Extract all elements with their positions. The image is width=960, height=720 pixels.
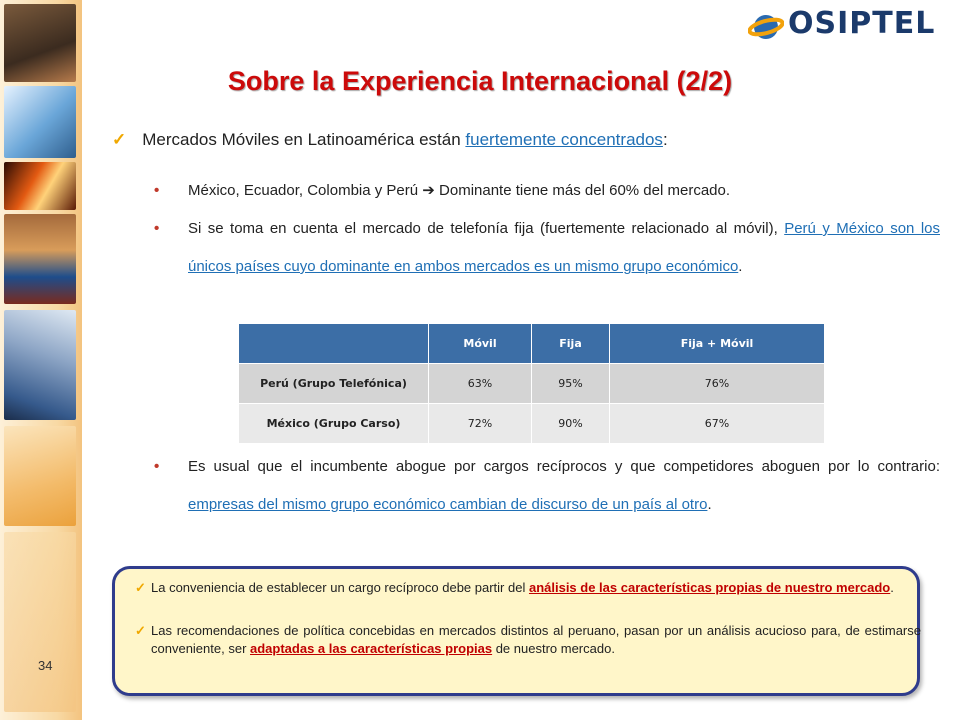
callout-item (135, 622, 921, 658)
conclusion-callout (112, 566, 920, 696)
table-row-label: Perú (Grupo Telefónica) (239, 364, 429, 404)
photo-fiber-optics-tile (4, 162, 76, 210)
osiptel-logo (748, 4, 948, 48)
callout-emphasis: análisis de las características propias de nuestro mercado (528, 580, 891, 595)
decorative-gradient-tile (4, 532, 76, 712)
bullet-text: Es usual que el incumbente abogue por cargos recíprocos y que competidores aboguen por lo contrario: (188, 458, 940, 475)
bullet-text: . (738, 258, 743, 275)
main-point-link[interactable]: fuertemente concentrados (465, 130, 663, 149)
callout-item (135, 579, 921, 597)
table-header-row (239, 324, 825, 364)
callout-text: La conveniencia de establecer un cargo recíproco debe partir del (151, 580, 529, 595)
table-cell: 90% (531, 404, 609, 444)
table-row-label: México (Grupo Carso) (239, 404, 429, 444)
osiptel-logo-icon (748, 10, 784, 42)
table-row (239, 404, 825, 444)
bullet-item (154, 172, 940, 210)
table-cell: 63% (429, 364, 532, 404)
bullet-text: . (707, 496, 712, 513)
photo-keypad-tile (4, 310, 76, 420)
main-point-suffix: : (662, 130, 668, 149)
table-cell: 76% (610, 364, 825, 404)
bullet-text: México, Ecuador, Colombia y Perú (188, 182, 423, 199)
bullet-text: Dominante tiene más del 60% del mercado. (434, 182, 731, 199)
slide-number: 34 (38, 658, 53, 673)
bullet-dot-icon: • (154, 182, 160, 199)
checkmark-icon: ✓ (135, 580, 146, 595)
side-photo-strip (0, 0, 82, 720)
table-header-cell: Móvil (429, 324, 532, 364)
table-row (239, 364, 825, 404)
bullet-item (154, 448, 940, 524)
photo-phone-booth-tile (4, 214, 76, 304)
main-point (112, 130, 668, 150)
checkmark-icon: ✓ (112, 130, 127, 149)
table-header-cell: Fija + Móvil (610, 324, 825, 364)
table-cell: 67% (610, 404, 825, 444)
market-share-table (238, 323, 825, 444)
table-header-cell: Fija (531, 324, 609, 364)
bullet-dot-icon: • (154, 458, 160, 475)
bullet-dot-icon: • (154, 220, 160, 237)
callout-text: . (890, 580, 894, 595)
logo-wordmark: OSIPTEL (788, 6, 936, 41)
arrow-right-icon: ➔ (422, 182, 435, 199)
bullet-link[interactable]: empresas del mismo grupo económico cambian de discurso de un país al otro (188, 496, 708, 513)
callout-emphasis: adaptadas a las características propias (250, 641, 493, 656)
table-header-cell (239, 324, 429, 364)
table-cell: 72% (429, 404, 532, 444)
bullet-text: Si se toma en cuenta el mercado de telefonía fija (fuertemente relacionado al móvil), (188, 220, 785, 237)
callout-text: de nuestro mercado. (492, 641, 615, 656)
callout-text: Las recomendaciones de política concebidas en mercados distintos al peruano, pasan por un análisis acucioso para, de estimarse conveniente, ser (151, 623, 921, 656)
main-point-text: Mercados Móviles en Latinoamérica están (142, 130, 466, 149)
slide-title: Sobre la Experiencia Internacional (2/2) (227, 66, 733, 96)
checkmark-icon: ✓ (135, 623, 146, 638)
bullet-link[interactable]: Perú y México son los únicos países cuyo dominante en ambos mercados es un mismo grupo económico (188, 220, 940, 275)
bullet-item (154, 210, 940, 286)
decorative-gradient-tile (4, 426, 76, 526)
table-cell: 95% (531, 364, 609, 404)
